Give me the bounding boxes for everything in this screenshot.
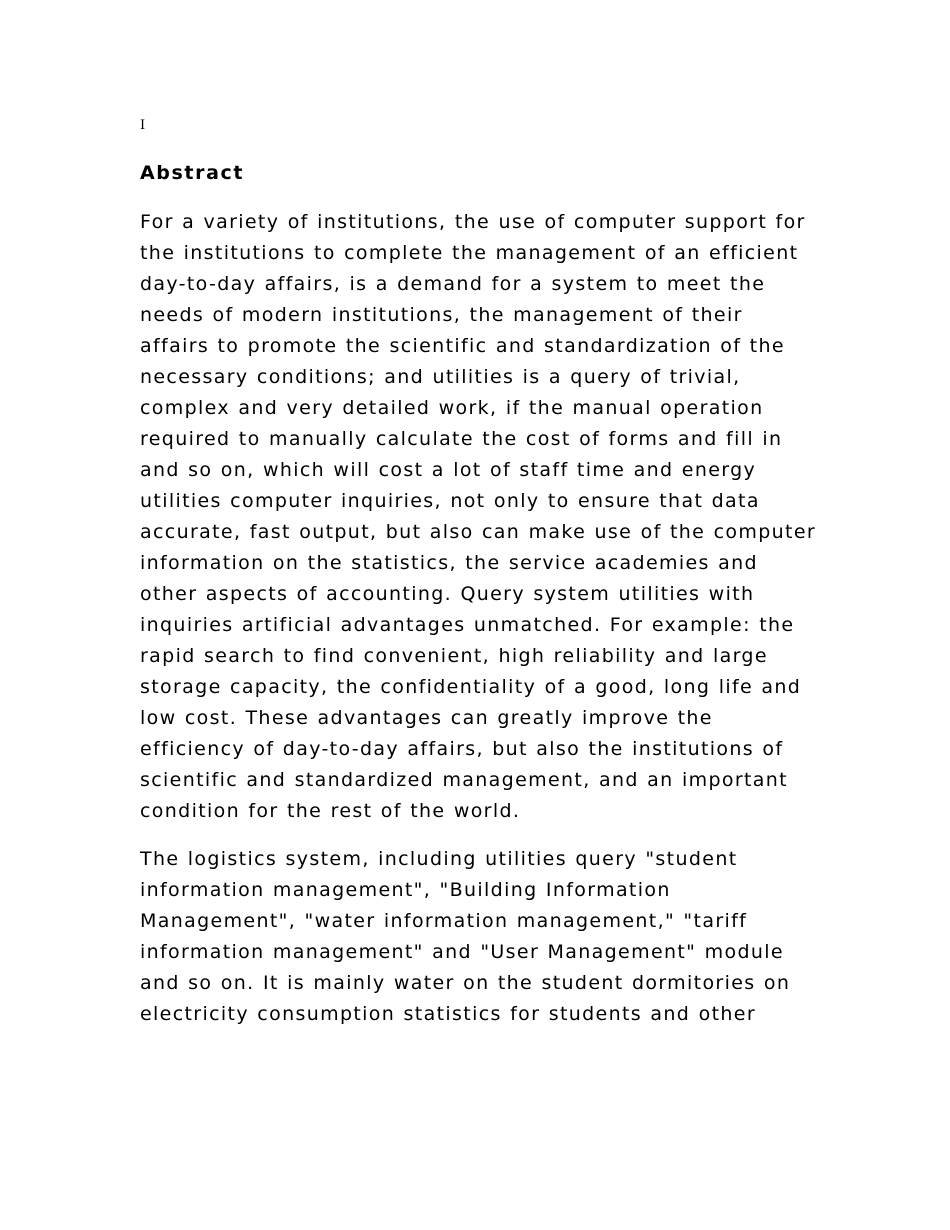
page-number: I — [140, 118, 146, 133]
section-heading: Abstract — [140, 162, 245, 184]
document-body — [140, 160, 820, 1047]
paragraph-2: The logistics system, including utilities query "student information management", "Building Information Management", "water information management," "tariff information management" and "User Management" module and so on. It is mainly water on the student dormitories on electricity consumption statistics for students and other — [140, 848, 791, 1025]
paragraph-1: For a variety of institutions, the use of computer support for the institutions to complete the management of an efficient day-to-day affairs, is a demand for a system to meet the needs of modern institutions, the management of their affairs to promote the scientific and standardization of the necessary conditions; and utilities is a query of trivial, complex and very detailed work, if the manual operation required to manually calculate the cost of forms and fill in and so on, which will cost a lot of staff time and energy utilities computer inquiries, not only to ensure that data accurate, fast output, but also can make use of the computer information on the statistics, the service academies and other aspects of accounting. Query system utilities with inquiries artificial advantages unmatched. For example: the rapid search to find convenient, high reliability and large storage capacity, the confidentiality of a good, long life and low cost. These advantages can greatly improve the efficiency of day-to-day affairs, but also the institutions of scientific and standardized management, and an important condition for the rest of the world. — [140, 211, 817, 822]
